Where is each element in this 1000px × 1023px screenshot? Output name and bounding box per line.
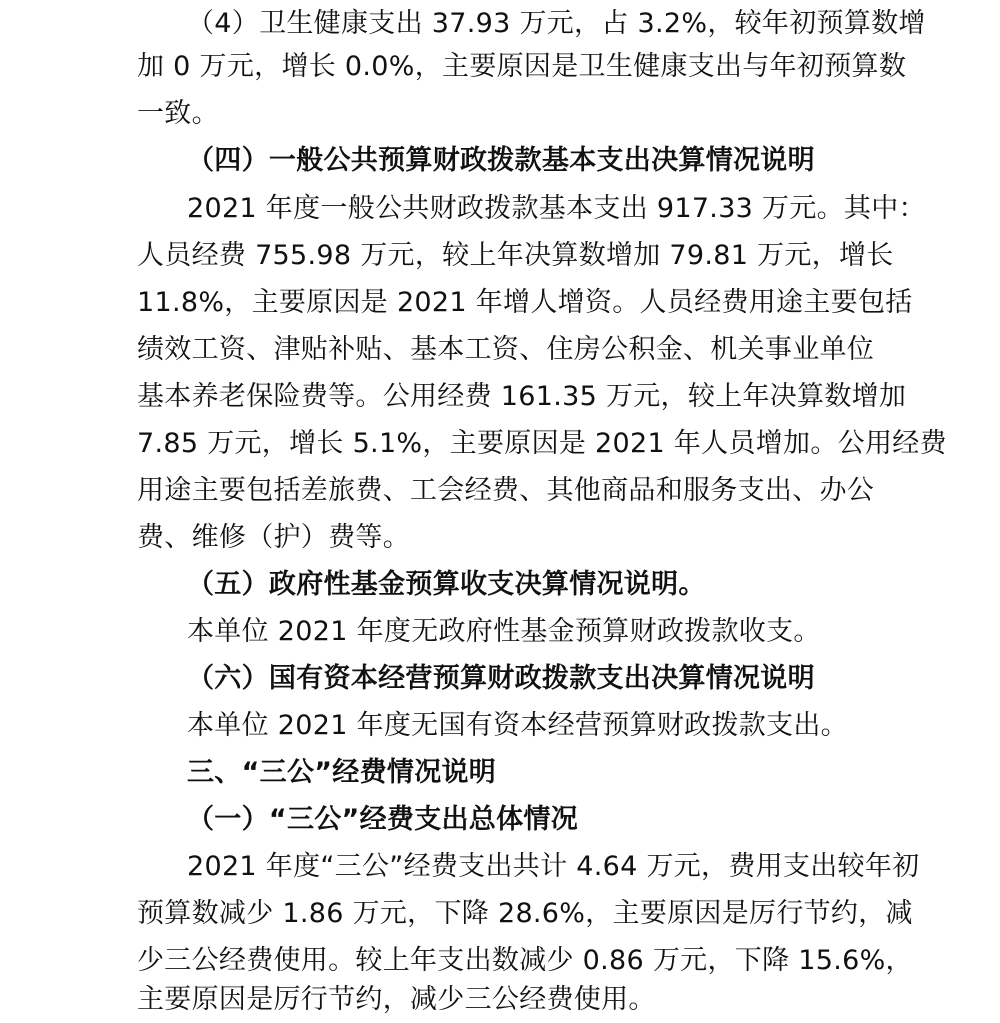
paragraph-basic-expenditure-line-2: 人员经费 755.98 万元，较上年决算数增加 79.81 万元，增长 — [137, 240, 894, 271]
paragraph-basic-expenditure-line-1: 2021 年度一般公共财政拨款基本支出 917.33 万元。其中： — [187, 193, 926, 224]
paragraph-basic-expenditure-line-7: 用途主要包括差旅费、工会经费、其他商品和服务支出、办公 — [137, 475, 875, 506]
paragraph-three-public-line-4: 主要原因是厉行节约，减少三公经费使用。 — [137, 984, 656, 1015]
paragraph-three-public-line-2: 预算数减少 1.86 万元，下降 28.6%，主要原因是厉行节约，减 — [137, 898, 913, 929]
subsection-heading-three-public-overview: （一）“三公”经费支出总体情况 — [187, 804, 578, 835]
paragraph-state-capital: 本单位 2021 年度无国有资本经营预算财政拨款支出。 — [187, 710, 848, 741]
section-heading-three-public: 三、“三公”经费情况说明 — [187, 757, 497, 788]
paragraph-three-public-line-1: 2021 年度“三公”经费支出共计 4.64 万元，费用支出较年初 — [187, 851, 920, 882]
paragraph-three-public-line-3: 少三公经费使用。较上年支出数减少 0.86 万元，下降 15.6%， — [137, 945, 913, 976]
paragraph-health-expense-line-2: 加 0 万元，增长 0.0%，主要原因是卫生健康支出与年初预算数 — [137, 51, 907, 82]
paragraph-basic-expenditure-line-5: 基本养老保险费等。公用经费 161.35 万元，较上年决算数增加 — [137, 381, 907, 412]
paragraph-basic-expenditure-line-8: 费、维修（护）费等。 — [137, 522, 410, 553]
paragraph-basic-expenditure-line-6: 7.85 万元，增长 5.1%，主要原因是 2021 年人员增加。公用经费 — [137, 428, 947, 459]
paragraph-health-expense-line-3: 一致。 — [137, 98, 219, 129]
paragraph-basic-expenditure-line-3: 11.8%，主要原因是 2021 年增人增资。人员经费用途主要包括 — [137, 287, 913, 318]
paragraph-government-fund: 本单位 2021 年度无政府性基金预算财政拨款收支。 — [187, 616, 821, 647]
section-heading-state-capital: （六）国有资本经营预算财政拨款支出决算情况说明 — [187, 663, 815, 694]
section-heading-government-fund: （五）政府性基金预算收支决算情况说明。 — [187, 569, 706, 600]
paragraph-health-expense-line-1: （4）卫生健康支出 37.93 万元，占 3.2%，较年初预算数增 — [187, 8, 926, 39]
paragraph-basic-expenditure-line-4: 绩效工资、津贴补贴、基本工资、住房公积金、机关事业单位 — [137, 334, 875, 365]
section-heading-basic-expenditure: （四）一般公共预算财政拨款基本支出决算情况说明 — [187, 145, 815, 176]
